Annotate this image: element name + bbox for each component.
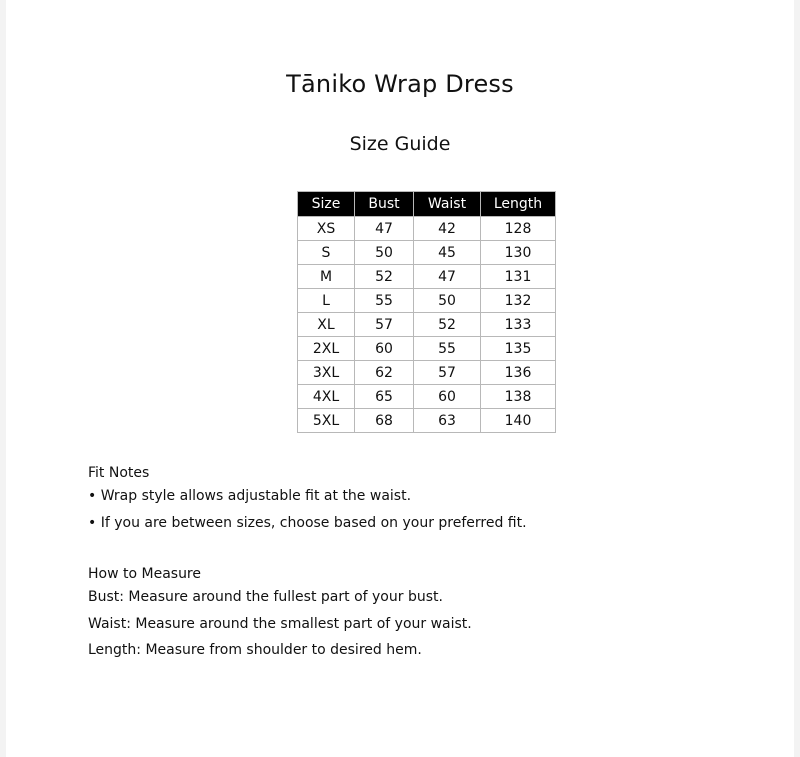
cell-size: 4XL: [298, 385, 355, 409]
fit-note-item: • Wrap style allows adjustable fit at the waist.: [88, 488, 412, 504]
table-row: [298, 385, 556, 409]
page-title: Tāniko Wrap Dress: [286, 70, 514, 98]
header-waist: Waist: [414, 192, 481, 217]
cell-length: 135: [481, 337, 556, 361]
cell-size: 5XL: [298, 409, 355, 433]
cell-bust: 57: [355, 313, 414, 337]
document-page: [6, 0, 794, 757]
cell-waist: 47: [414, 265, 481, 289]
cell-length: 131: [481, 265, 556, 289]
cell-bust: 52: [355, 265, 414, 289]
cell-bust: 60: [355, 337, 414, 361]
table-row: [298, 217, 556, 241]
cell-length: 132: [481, 289, 556, 313]
header-size: Size: [298, 192, 355, 217]
table-row: [298, 313, 556, 337]
measure-item-waist: Waist: Measure around the smallest part of your waist.: [88, 616, 472, 632]
cell-bust: 55: [355, 289, 414, 313]
cell-bust: 68: [355, 409, 414, 433]
measure-item-bust: Bust: Measure around the fullest part of your bust.: [88, 589, 443, 605]
cell-waist: 63: [414, 409, 481, 433]
cell-size: XS: [298, 217, 355, 241]
cell-waist: 52: [414, 313, 481, 337]
cell-length: 136: [481, 361, 556, 385]
table-row: [298, 289, 556, 313]
page-subtitle: Size Guide: [349, 133, 451, 155]
cell-bust: 62: [355, 361, 414, 385]
table-row: [298, 265, 556, 289]
table-row: [298, 361, 556, 385]
header-length: Length: [481, 192, 556, 217]
cell-length: 130: [481, 241, 556, 265]
cell-waist: 42: [414, 217, 481, 241]
cell-bust: 50: [355, 241, 414, 265]
cell-waist: 55: [414, 337, 481, 361]
cell-length: 138: [481, 385, 556, 409]
cell-waist: 50: [414, 289, 481, 313]
measure-item-length: Length: Measure from shoulder to desired hem.: [88, 642, 422, 658]
cell-length: 133: [481, 313, 556, 337]
cell-size: 3XL: [298, 361, 355, 385]
cell-length: 128: [481, 217, 556, 241]
cell-size: 2XL: [298, 337, 355, 361]
fit-note-item: • If you are between sizes, choose based on your preferred fit.: [88, 515, 527, 531]
cell-size: XL: [298, 313, 355, 337]
cell-waist: 57: [414, 361, 481, 385]
cell-size: M: [298, 265, 355, 289]
table-row: [298, 337, 556, 361]
cell-waist: 60: [414, 385, 481, 409]
how-to-measure-heading: How to Measure: [88, 566, 201, 582]
table-row: [298, 409, 556, 433]
table-header-row: [298, 192, 556, 217]
fit-notes-heading: Fit Notes: [88, 465, 150, 481]
cell-length: 140: [481, 409, 556, 433]
table-row: [298, 241, 556, 265]
cell-size: S: [298, 241, 355, 265]
cell-waist: 45: [414, 241, 481, 265]
cell-bust: 65: [355, 385, 414, 409]
header-bust: Bust: [355, 192, 414, 217]
cell-size: L: [298, 289, 355, 313]
size-table: [297, 191, 556, 433]
cell-bust: 47: [355, 217, 414, 241]
